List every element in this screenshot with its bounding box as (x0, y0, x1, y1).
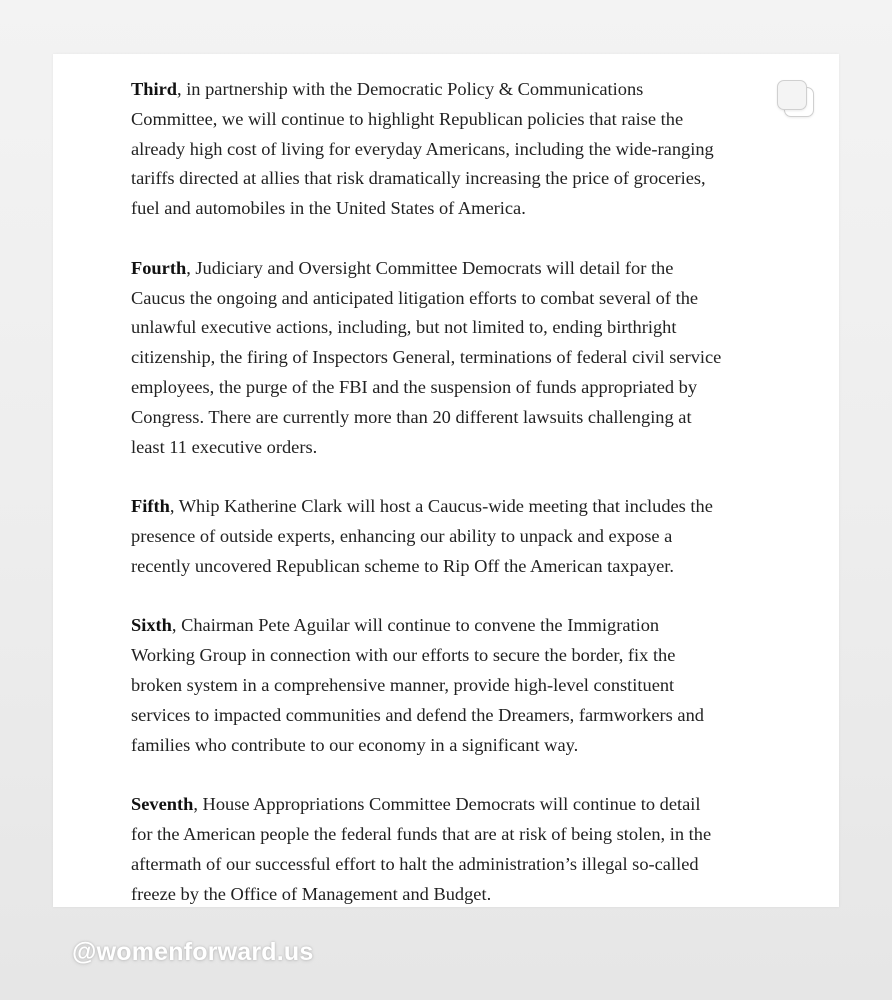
watermark-handle: @womenforward.us (72, 938, 314, 966)
document-text (131, 75, 791, 907)
paragraph-body: , Chairman Pete Aguilar will continue to convene the Immigration Working Group in connection with our efforts to secure the border, fix the broken system in a comprehensive manner, provide high-level constituent services to impacted communities and defend the Dreamers, farmworkers and families who contribute to our economy in a significant way. (131, 615, 704, 755)
paragraph-lead: Sixth (131, 615, 172, 636)
paragraph-body: , Whip Katherine Clark will host a Caucus-wide meeting that includes the presence of outside experts, enhancing our ability to unpack and expose a recently uncovered Republican scheme to Rip Off the American taxpayer. (131, 496, 713, 576)
paragraph-third (131, 75, 791, 224)
paragraph-body: , Judiciary and Oversight Committee Democrats will detail for the Caucus the ongoing and anticipated litigation efforts to combat several of the unlawful executive actions, including, but not limited to, ending birthright citizenship, the firing of Inspectors General, terminations of federal civil service employees, the purge of the FBI and the suspension of funds appropriated by Congress. There are currently more than 20 different lawsuits challenging at least 11 executive orders. (131, 257, 722, 457)
paragraph-fifth (131, 492, 791, 581)
paragraph-body: , House Appropriations Committee Democrats will continue to detail for the American people the federal funds that are at risk of being stolen, in the aftermath of our successful effort to halt the administration’s illegal so-called freeze by the Office of Management and Budget. (131, 794, 712, 904)
paragraph-fourth (131, 254, 791, 463)
copy-icon-front-square (777, 80, 807, 110)
paragraph-lead: Seventh (131, 794, 194, 815)
paragraph-sixth (131, 611, 791, 760)
paragraph-seventh (131, 790, 791, 907)
paragraph-lead: Fourth (131, 257, 187, 278)
copy-icon[interactable] (775, 78, 815, 118)
paragraph-lead: Fifth (131, 496, 170, 517)
document-card (53, 54, 839, 907)
paragraph-lead: Third (131, 79, 177, 99)
paragraph-body: , in partnership with the Democratic Policy & Communications Committee, we will continue to highlight Republican policies that raise the already high cost of living for everyday Americans, including the wide-ranging tariffs directed at allies that risk dramatically increasing the price of groceries, fuel and automobiles in the United States of America. (131, 79, 714, 219)
